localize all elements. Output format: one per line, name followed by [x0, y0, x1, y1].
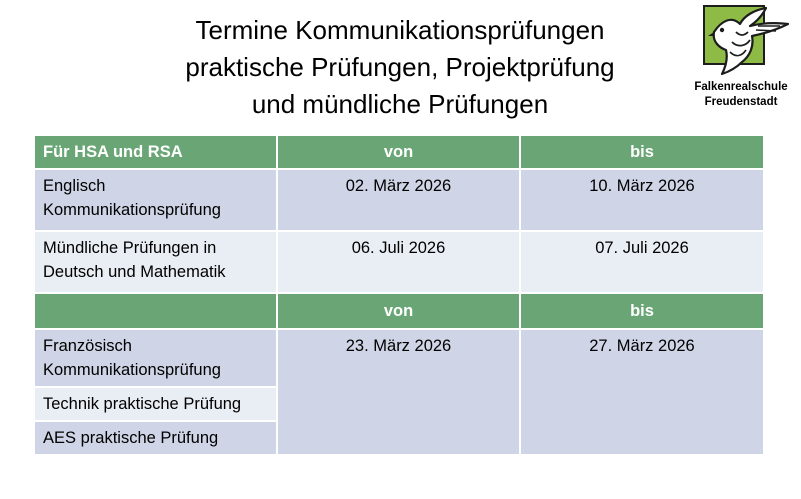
title-line-3: und mündliche Prüfungen [251, 89, 549, 119]
header-group-label [34, 293, 277, 329]
school-name-line-2: Freudenstadt [704, 96, 778, 108]
table-row [34, 329, 764, 387]
date-bis-cell: 27. März 2026 [520, 329, 764, 455]
table-header-row [34, 135, 764, 169]
header-von: von [277, 293, 520, 329]
header-group-label: Für HSA und RSA [34, 135, 277, 169]
header-bis: bis [520, 293, 764, 329]
table-row [34, 231, 764, 293]
date-von-cell: 02. März 2026 [277, 169, 520, 231]
subject-cell: Technik praktische Prüfung [34, 387, 277, 421]
subject-cell: Englisch Kommunikationsprüfung [34, 169, 277, 231]
title-line-2: praktische Prüfungen, Projektprüfung [185, 52, 615, 82]
table-header-row [34, 293, 764, 329]
page-title [130, 12, 670, 123]
date-bis-cell: 10. März 2026 [520, 169, 764, 231]
school-logo [686, 2, 796, 112]
date-von-cell: 23. März 2026 [277, 329, 520, 455]
subject-cell: Französisch Kommunikationsprüfung [34, 329, 277, 387]
table-row [34, 169, 764, 231]
header-bis: bis [520, 135, 764, 169]
falcon-icon [692, 2, 792, 78]
date-von-cell: 06. Juli 2026 [277, 231, 520, 293]
header-von: von [277, 135, 520, 169]
school-name [686, 80, 796, 110]
subject-cell: AES praktische Prüfung [34, 421, 277, 455]
exam-dates-table [33, 134, 765, 456]
title-line-1: Termine Kommunikationsprüfungen [195, 15, 605, 45]
school-name-line-1: Falkenrealschule [694, 81, 788, 93]
subject-cell: Mündliche Prüfungen in Deutsch und Mathematik [34, 231, 277, 293]
date-bis-cell: 07. Juli 2026 [520, 231, 764, 293]
